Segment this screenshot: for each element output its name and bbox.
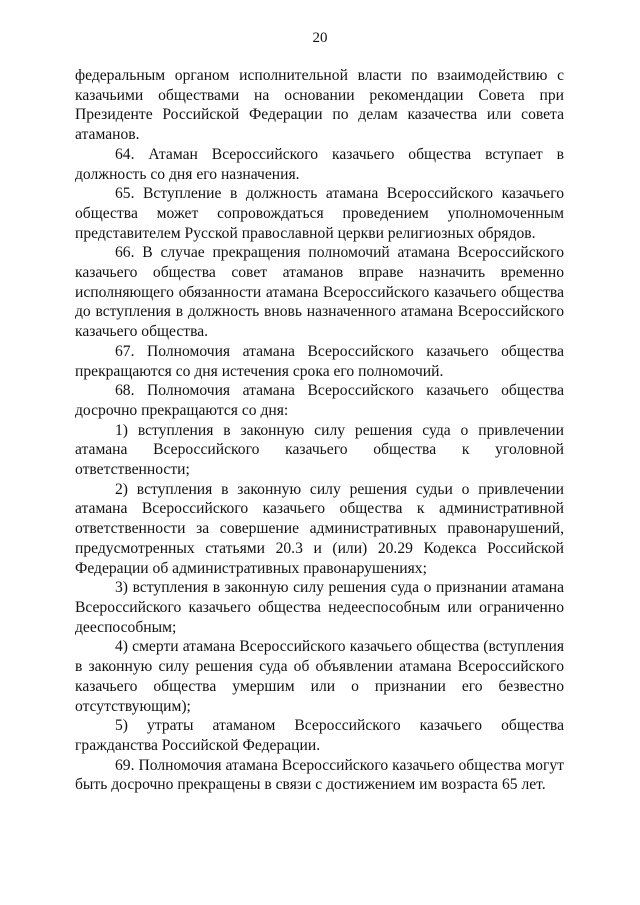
- page-number: 20: [312, 30, 328, 46]
- paragraph-item-66: 66. В случае прекращения полномочий атамана Всероссийского казачьего общества совет атаманов вправе назначить временно исполняющего обязанности атамана Всероссийского казачьего общества до вступления в должность вновь назначенного атамана Всероссийского казачьего общества.: [75, 244, 564, 341]
- document-body: [75, 66, 564, 795]
- paragraph-item-65: 65. Вступление в должность атамана Всероссийского казачьего общества может сопровождаться проведением уполномоченным представителем Русской православной церкви религиозных обрядов.: [75, 185, 564, 242]
- paragraph-item-68: 68. Полномочия атамана Всероссийского казачьего общества досрочно прекращаются со дня:: [75, 382, 564, 419]
- paragraph-item-68-1: 1) вступления в законную силу решения суда о привлечении атамана Всероссийского казачьего общества к уголовной ответственности;: [75, 421, 564, 479]
- paragraph-item-68-2: 2) вступления в законную силу решения судьи о привлечении атамана Всероссийского казачьего общества к административной ответственности за совершение административных правонарушений, предусмотренных статьями 20.3 и (или) 20.29 Кодекса Российской Федерации об административных правонарушениях;: [75, 480, 564, 577]
- paragraph-item-69: 69. Полномочия атамана Всероссийского казачьего общества могут быть досрочно прекращены в связи с достижением им возраста 65 лет.: [75, 756, 564, 794]
- paragraph-item-64: 64. Атаман Всероссийского казачьего общества вступает в должность со дня его назначения.: [75, 145, 564, 183]
- paragraph-continuation: федеральным органом исполнительной власти по взаимодействию с казачьими обществами на основании рекомендации Совета при Президенте Российской Федерации по делам казачества или совета атаманов.: [75, 67, 564, 144]
- paragraph-item-68-4: 4) смерти атамана Всероссийского казачьего общества (вступления в законную силу решения суда об объявлении атамана Всероссийского казачьего общества умершим или о признании его безвестно отсутствующим);: [75, 638, 564, 715]
- paragraph-item-67: 67. Полномочия атамана Всероссийского казачьего общества прекращаются со дня истечения срока его полномочий.: [75, 342, 564, 380]
- paragraph-item-68-3: 3) вступления в законную силу решения суда о признании атамана Всероссийского казачьего общества недееспособным или ограниченно дееспособным;: [75, 579, 564, 636]
- paragraph-item-68-5: 5) утраты атаманом Всероссийского казачьего общества гражданства Российской Федерации.: [75, 717, 564, 754]
